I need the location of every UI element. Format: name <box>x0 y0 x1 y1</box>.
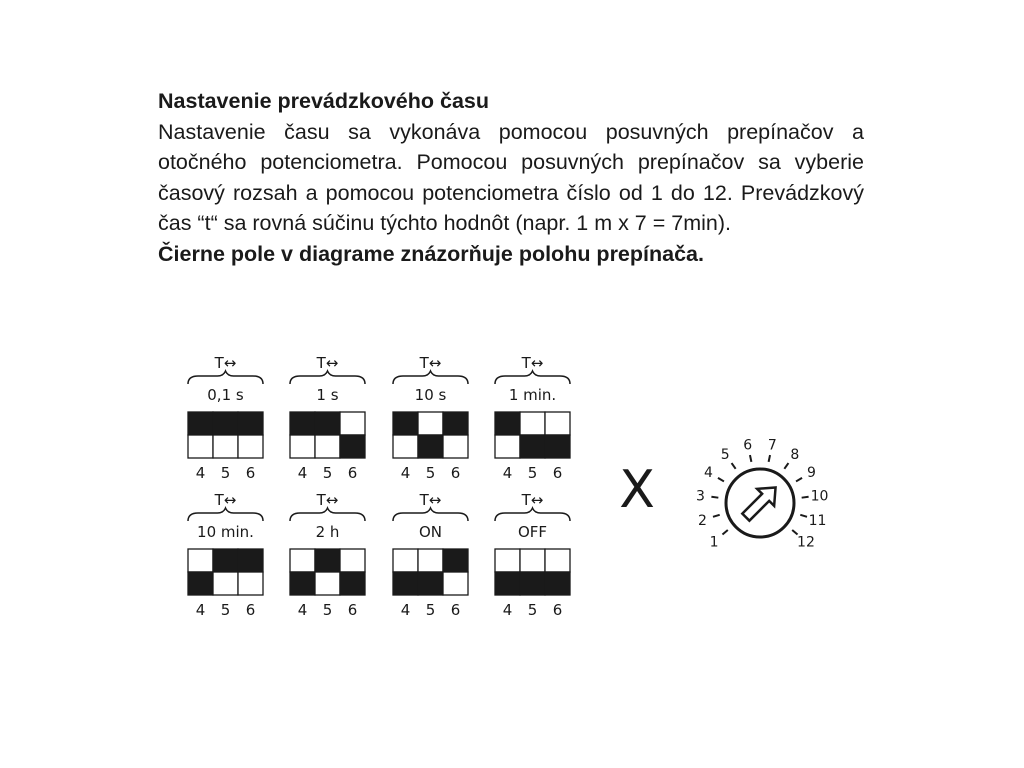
switch-cell <box>315 572 340 595</box>
dial-number: 7 <box>767 437 777 454</box>
switch-cell <box>238 435 263 458</box>
dial-number: 4 <box>704 465 713 482</box>
switch-number: 5 <box>220 601 231 619</box>
brace <box>188 508 263 521</box>
switch-diagram <box>290 354 365 482</box>
switch-cell <box>340 572 365 595</box>
switch-diagram <box>188 491 263 619</box>
dial-number: 9 <box>807 465 816 482</box>
switch-cell <box>418 572 443 595</box>
brace <box>495 508 570 521</box>
switch-cell <box>188 549 213 572</box>
switch-number: 4 <box>297 601 308 619</box>
switch-diagram <box>290 491 365 619</box>
dial-tick <box>769 455 770 462</box>
switch-cell <box>443 549 468 572</box>
switch-label: 10 s <box>414 386 447 404</box>
switch-cell <box>495 549 520 572</box>
legend-note: Čierne pole v diagrame znázorňuje polohu prepínača. <box>158 241 704 266</box>
switch-header: T↔ <box>419 491 442 509</box>
switch-number: 6 <box>552 601 563 619</box>
switch-header: T↔ <box>214 354 237 372</box>
switch-label: 1 s <box>316 386 339 404</box>
brace <box>188 371 263 384</box>
switch-number: 6 <box>552 464 563 482</box>
switch-cell <box>315 549 340 572</box>
switch-number: 6 <box>245 464 256 482</box>
switch-number: 4 <box>400 464 411 482</box>
switch-number: 5 <box>527 464 538 482</box>
switch-number: 6 <box>450 601 461 619</box>
dial-number: 8 <box>790 447 800 464</box>
brace <box>290 508 365 521</box>
dial-tick <box>800 515 807 517</box>
switch-cell <box>495 412 520 435</box>
switch-number: 5 <box>527 601 538 619</box>
switch-cell <box>213 412 238 435</box>
switch-header: T↔ <box>316 491 339 509</box>
brace <box>290 371 365 384</box>
dial-tick <box>750 455 751 462</box>
switch-cell <box>545 435 570 458</box>
switch-cell <box>188 572 213 595</box>
switch-diagram <box>495 491 570 619</box>
dial-tick <box>722 530 727 534</box>
switch-cell <box>340 412 365 435</box>
switch-diagram <box>188 354 263 482</box>
switch-cell <box>290 435 315 458</box>
switch-cell <box>290 572 315 595</box>
switch-number: 5 <box>220 464 231 482</box>
switch-cell <box>443 435 468 458</box>
dial-number: 10 <box>810 488 829 505</box>
switch-cell <box>213 572 238 595</box>
switch-label: 1 min. <box>508 386 557 404</box>
switch-cell <box>495 572 520 595</box>
switch-cell <box>520 549 545 572</box>
switch-number: 5 <box>322 464 333 482</box>
switch-cell <box>315 412 340 435</box>
switch-cell <box>393 549 418 572</box>
arrow-icon <box>737 479 784 526</box>
switch-cell <box>418 412 443 435</box>
dial-tick <box>711 497 718 498</box>
switch-number: 4 <box>195 464 206 482</box>
dial-knob <box>726 469 794 537</box>
switch-number: 4 <box>502 464 513 482</box>
switch-label: OFF <box>517 523 548 541</box>
switch-number: 6 <box>450 464 461 482</box>
brace <box>495 371 570 384</box>
switch-cell <box>340 549 365 572</box>
switch-cell <box>238 572 263 595</box>
switch-number: 4 <box>297 464 308 482</box>
dial-tick <box>732 463 736 469</box>
dial-number: 3 <box>696 488 705 505</box>
switch-cell <box>545 572 570 595</box>
switch-cell <box>393 435 418 458</box>
dial-tick <box>718 478 724 482</box>
switch-number: 6 <box>347 601 358 619</box>
switch-cell <box>238 412 263 435</box>
dial-number: 1 <box>709 534 719 551</box>
switch-cell <box>315 435 340 458</box>
dial-number: 11 <box>808 512 827 529</box>
switch-cell <box>238 549 263 572</box>
switch-cell <box>418 549 443 572</box>
switch-header: T↔ <box>521 354 544 372</box>
section-heading: Nastavenie prevádzkového času <box>158 89 490 113</box>
switch-diagram <box>393 491 468 619</box>
switch-diagram <box>393 354 468 482</box>
switch-cell <box>545 549 570 572</box>
switch-number: 4 <box>502 601 513 619</box>
switch-cell <box>520 412 545 435</box>
switch-label: ON <box>418 523 443 541</box>
switch-number: 6 <box>347 464 358 482</box>
switch-cell <box>520 435 545 458</box>
switch-header: T↔ <box>316 354 339 372</box>
switch-cell <box>213 435 238 458</box>
switch-header: T↔ <box>214 491 237 509</box>
switch-cell <box>213 549 238 572</box>
dial-tick <box>713 515 720 517</box>
switch-cell <box>290 412 315 435</box>
dial-tick <box>802 497 809 498</box>
switch-cell <box>188 412 213 435</box>
switch-cell <box>290 549 315 572</box>
dial-number: 6 <box>743 437 753 454</box>
dial-tick <box>784 463 788 469</box>
dial-number: 5 <box>720 447 730 464</box>
switch-cell <box>545 412 570 435</box>
switch-header: T↔ <box>419 354 442 372</box>
switch-cell <box>393 412 418 435</box>
switch-diagram <box>495 354 570 482</box>
switch-number: 5 <box>322 601 333 619</box>
switch-number: 5 <box>425 601 436 619</box>
switch-label: 10 min. <box>197 523 254 541</box>
switch-number: 4 <box>400 601 411 619</box>
dial-number: 2 <box>697 512 707 529</box>
dial-tick <box>796 478 802 482</box>
switch-grid <box>188 354 570 619</box>
brace <box>393 371 468 384</box>
potentiometer-dial <box>696 437 828 550</box>
switch-cell <box>188 435 213 458</box>
instructions-paragraph: Nastavenie času sa vykonáva pomocou posuvných prepínačov a otočného potenciometra. Pomocou posuvných prepínačov sa vyberie časový rozsah a pomocou potenciometra číslo od 1 do 12. Prevádzkový čas “t“ sa rovná súčinu týchto hodnôt (napr. 1 m x 7 = 7min). <box>158 119 864 235</box>
brace <box>393 508 468 521</box>
switch-cell <box>393 572 418 595</box>
switch-label: 0,1 s <box>207 386 244 404</box>
multiply-sign: X <box>619 460 655 520</box>
switch-number: 4 <box>195 601 206 619</box>
switch-number: 6 <box>245 601 256 619</box>
switch-header: T↔ <box>521 491 544 509</box>
switch-label: 2 h <box>315 523 340 541</box>
switch-cell <box>443 572 468 595</box>
switch-cell <box>495 435 520 458</box>
switch-number: 5 <box>425 464 436 482</box>
switch-cell <box>520 572 545 595</box>
switch-cell <box>443 412 468 435</box>
switch-cell <box>418 435 443 458</box>
switch-cell <box>340 435 365 458</box>
dial-number: 12 <box>797 534 815 551</box>
